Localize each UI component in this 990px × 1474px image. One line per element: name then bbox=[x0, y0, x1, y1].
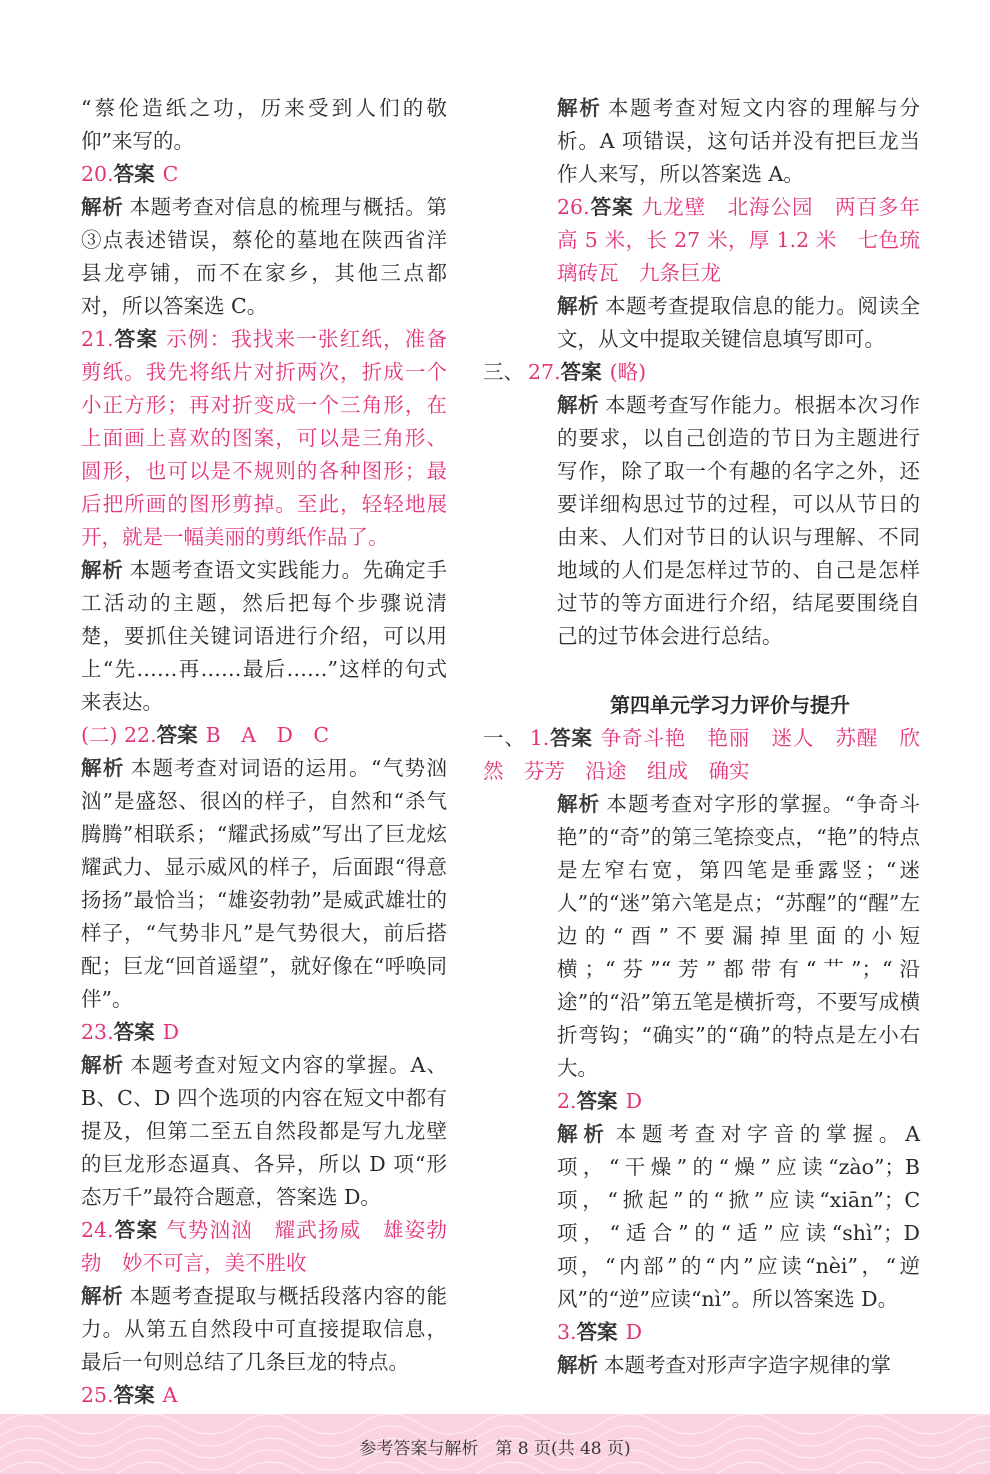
answer-block bbox=[81, 719, 447, 752]
analysis-block bbox=[81, 752, 447, 1016]
answer-block bbox=[81, 323, 447, 554]
analysis-label: 解析 bbox=[557, 792, 601, 816]
question-number: 1. bbox=[529, 726, 550, 750]
answer-block bbox=[81, 1214, 447, 1280]
analysis-label: 解析 bbox=[81, 558, 124, 582]
analysis-label: 解析 bbox=[81, 1284, 124, 1308]
analysis-block bbox=[81, 191, 447, 323]
analysis-block bbox=[81, 1280, 447, 1379]
answer-value: 争奇斗艳 艳丽 迷人 苏醒 欣然 芬芳 沿途 组成 确实 bbox=[483, 726, 921, 783]
question-number: 23. bbox=[81, 1020, 114, 1044]
analysis-label: 解析 bbox=[557, 1122, 610, 1146]
analysis-block bbox=[81, 554, 447, 719]
right-column bbox=[483, 92, 941, 1382]
analysis-block bbox=[520, 389, 920, 653]
question-number: 25. bbox=[81, 1383, 114, 1407]
analysis-text: 本题考查对字音的掌握。A 项，“干燥”的“燥”应读“zào”；B 项，“掀起”的“掀”应读“xiān”；C 项，“适合”的“适”应读“shì”；D 项，“内部”的“内”应读“nèi”，“逆风”的“逆”应读“nì”。所以答案选 D。 bbox=[557, 1122, 921, 1311]
analysis-text: 本题考查对短文内容的掌握。A、B、C、D 四个选项的内容在短文中都有提及，但第二至五自然段都是写九龙壁的巨龙形态逼真、各异，所以 D 项“形态万千”最符合题意，答案选 D。 bbox=[81, 1053, 447, 1209]
question-number: 21. bbox=[81, 327, 114, 351]
analysis-text: 本题考查对字形的掌握。“争奇斗艳”的“奇”的第三笔捺变点，“艳”的特点是左窄右宽，第四笔是垂露竖；“迷人”的“迷”第六笔是点；“苏醒”的“醒”左边的“酉”不要漏掉里面的小短横；“芬”“芳”都带有“艹”；“沿途”的“沿”第五笔是横折弯，不要写成横折弯钩；“确实”的“确”的特点是左小右大。 bbox=[557, 792, 921, 1080]
question-number: 20. bbox=[81, 162, 114, 186]
answer-value: 示例：我找来一张红纸，准备剪纸。我先将纸片对折两次，折成一个小正方形；再对折变成一个三角形，在上面画上喜欢的图案，可以是三角形、圆形，也可以是不规则的各种图形；最后把所画的图形剪掉。至此，轻轻地展开，就是一幅美丽的剪纸作品了。 bbox=[81, 327, 447, 549]
answer-label: 答案 bbox=[113, 1383, 155, 1407]
analysis-text: 本题考查写作能力。根据本次习作的要求，以自己创造的节日为主题进行写作，除了取一个有趣的名字之外，还要详细构思过节的过程，可以从节日的由来、人们对节日的认识与理解、不同地域的人们是怎样过节的、自己是怎样过节的等方面进行介绍，结尾要围绕自己的过节体会进行总结。 bbox=[557, 393, 920, 648]
analysis-text: 本题考查对信息的梳理与概括。第③点表述错误，蔡伦的墓地在陕西省洋县龙亭铺，而不在家乡，其他三点都对，所以答案选 C。 bbox=[81, 195, 447, 318]
answer-label: 答案 bbox=[549, 726, 593, 750]
question-number: 26. bbox=[557, 195, 590, 219]
answer-label: 答案 bbox=[113, 1218, 159, 1242]
answer-label: 答案 bbox=[576, 1320, 618, 1344]
answer-label: 答案 bbox=[113, 162, 155, 186]
answer-label: 答案 bbox=[589, 195, 634, 219]
analysis-text: 本题考查提取与概括段落内容的能力。从第五自然段中可直接提取信息，最后一句则总结了几条巨龙的特点。 bbox=[81, 1284, 447, 1374]
answer-value: C bbox=[162, 162, 179, 186]
analysis-block bbox=[520, 1349, 920, 1382]
answer-value: A bbox=[162, 1383, 178, 1407]
analysis-block bbox=[520, 1118, 920, 1316]
analysis-label: 解析 bbox=[81, 195, 124, 219]
paragraph-text: “蔡伦造纸之功，历来受到人们的敬仰”来写的。 bbox=[81, 96, 447, 153]
answer-block bbox=[81, 1379, 447, 1412]
answer-value: D bbox=[625, 1089, 642, 1113]
question-number: 2. bbox=[557, 1089, 577, 1113]
section-marker: 一、 bbox=[483, 726, 526, 750]
answer-block bbox=[520, 1085, 920, 1118]
answer-block bbox=[483, 722, 920, 788]
analysis-label: 解析 bbox=[81, 1053, 125, 1077]
answer-label: 答案 bbox=[113, 1020, 155, 1044]
analysis-text: 本题考查对短文内容的理解与分析。A 项错误，这句话并没有把巨龙当作人来写，所以答案选 A。 bbox=[557, 96, 921, 186]
answer-block bbox=[81, 158, 447, 191]
analysis-block bbox=[520, 290, 920, 356]
analysis-text: 本题考查对词语的运用。“气势汹汹”是盛怒、很凶的样子，自然和“杀气腾腾”相联系；“耀武扬威”写出了巨龙炫耀武力、显示威风的样子，后面跟“得意扬扬”最恰当；“雄姿勃勃”是威武雄壮的样子，“气势非凡”是气势很大，前后搭配；巨龙“回首遥望”，就好像在“呼唤同伴”。 bbox=[81, 756, 448, 1011]
answer-block bbox=[520, 191, 941, 290]
answer-value: 九龙壁 北海公园 两百多年 高 5 米，长 27 米，厚 1.2 米 七色琉璃砖瓦 九条巨龙 bbox=[557, 195, 941, 285]
analysis-block bbox=[520, 788, 920, 1085]
analysis-text: 本题考查语文实践能力。先确定手工活动的主题，然后把每个步骤说清楚，要抓住关键词语进行介绍，可以用上“先……再……最后……”这样的句式来表达。 bbox=[81, 558, 447, 714]
left-column bbox=[81, 92, 447, 1412]
analysis-label: 解析 bbox=[557, 393, 600, 417]
section-marker: 三、 bbox=[483, 360, 524, 384]
analysis-text: 本题考查对形声字造字规律的掌 bbox=[604, 1353, 891, 1377]
section-title: 第四单元学习力评价与提升 bbox=[610, 693, 850, 717]
answer-value: (略) bbox=[609, 360, 647, 384]
footer-text: 参考答案与解析 第 8 页(共 48 页) bbox=[359, 1439, 631, 1459]
answer-label: 答案 bbox=[113, 327, 159, 351]
answer-block bbox=[81, 1016, 447, 1049]
answer-value: 气势汹汹 耀武扬威 雄姿勃勃 妙不可言，美不胜收 bbox=[81, 1218, 447, 1275]
page-footer bbox=[0, 1414, 990, 1474]
answer-label: 答案 bbox=[560, 360, 602, 384]
answer-block bbox=[520, 1316, 920, 1349]
answer-value: D bbox=[625, 1320, 642, 1344]
analysis-label: 解析 bbox=[81, 756, 125, 780]
analysis-label: 解析 bbox=[557, 96, 602, 120]
question-number: 27. bbox=[528, 360, 561, 384]
answer-label: 答案 bbox=[156, 723, 198, 747]
question-number: 3. bbox=[557, 1320, 577, 1344]
analysis-block bbox=[81, 1049, 447, 1214]
answer-value: B A D C bbox=[205, 723, 330, 747]
answer-label: 答案 bbox=[576, 1089, 618, 1113]
question-number: (二) 22. bbox=[81, 723, 157, 747]
analysis-label: 解析 bbox=[557, 294, 600, 318]
analysis-text: 本题考查提取信息的能力。阅读全文，从文中提取关键信息填写即可。 bbox=[557, 294, 920, 351]
answer-block bbox=[483, 356, 920, 389]
analysis-label: 解析 bbox=[557, 1353, 598, 1377]
analysis-block bbox=[520, 92, 920, 191]
question-number: 24. bbox=[81, 1218, 114, 1242]
answer-value: D bbox=[162, 1020, 180, 1044]
